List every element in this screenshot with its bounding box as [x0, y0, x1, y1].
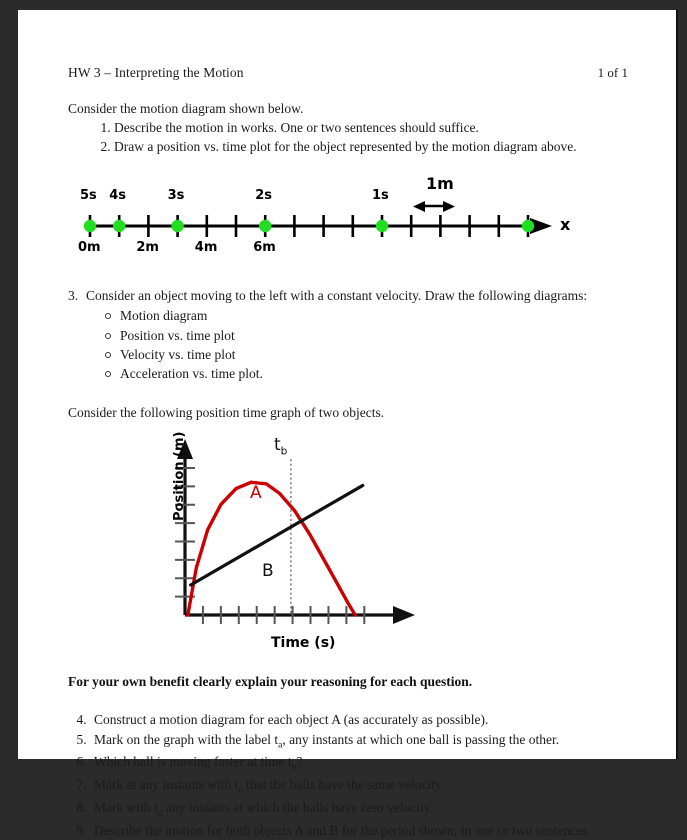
graph-y-axis-label: Position (m)	[172, 431, 187, 522]
list-item: Acceleration vs. time plot.	[120, 364, 628, 383]
subscript: a	[278, 739, 283, 751]
motion-diagram	[68, 170, 628, 262]
tb-annotation-base: t	[274, 435, 281, 456]
tb-annotation-label	[274, 435, 287, 457]
motion-time-label: 4s	[109, 188, 126, 204]
page-title: HW 3 – Interpreting the Motion	[68, 65, 244, 80]
question-3-bullets	[68, 306, 628, 383]
series-a-label: A	[250, 483, 262, 504]
subscript: b	[291, 762, 297, 774]
page-indicator: 1 of 1	[597, 65, 628, 80]
series-b-line	[191, 486, 363, 586]
list-item: 5. Mark on the graph with the label $t_a$, any instants at which one ball is passing the other.	[90, 730, 628, 753]
question-3-text: Consider an object moving to the left with a constant velocity. Draw the following diagrams:	[86, 288, 588, 304]
motion-time-label: 1s	[372, 188, 389, 204]
tail-question-list	[68, 710, 628, 840]
list-item: Velocity vs. time plot	[120, 345, 628, 364]
list-item: 9. Describe the motion for both objects A and B for the period shown, in one or two sentences.	[90, 821, 628, 840]
question-3	[68, 288, 628, 383]
motion-distance-label: 0m	[78, 240, 101, 256]
motion-distance-label: 4m	[194, 240, 218, 256]
motion-axis-label: x	[560, 215, 571, 235]
motion-dot	[84, 220, 96, 232]
position-time-graph	[68, 433, 628, 658]
graph-x-axis-label: Time (s)	[271, 635, 336, 652]
list-item: Position vs. time plot	[120, 326, 628, 345]
list-item: 4. Construct a motion diagram for each object A (as accurately as possible).	[90, 710, 628, 730]
motion-dot	[113, 220, 125, 232]
motion-dot	[376, 220, 388, 232]
series-a-curve	[188, 482, 355, 615]
series-b-label: B	[262, 561, 274, 582]
document-page	[18, 10, 678, 838]
intro-question-list	[68, 119, 628, 156]
list-item: 7. Mark at any instants with $t_c$ that the balls have the same velocity.	[90, 775, 628, 798]
benefit-note: For your own benefit clearly explain your reasoning for each question.	[68, 674, 473, 690]
list-item: 1. Describe the motion in works. One or two sentences should suffice.	[114, 119, 628, 137]
motion-dot	[171, 220, 183, 232]
graph-intro-text: Consider the following position time graph of two objects.	[68, 405, 385, 421]
list-item: Motion diagram	[120, 306, 628, 325]
scale-label: 1m	[426, 174, 454, 194]
document-content	[68, 65, 628, 840]
scale-arrow-icon	[413, 201, 455, 212]
motion-distance-label: 2m	[136, 240, 159, 256]
motion-time-label: 2s	[255, 188, 272, 204]
motion-distance-label: 6m	[253, 240, 276, 256]
subscript: d	[157, 807, 163, 819]
question-3-number: 3.	[68, 288, 79, 304]
graph-svg	[143, 435, 443, 635]
document-header	[68, 65, 628, 81]
motion-time-label: 3s	[167, 188, 185, 204]
motion-time-label: 5s	[80, 188, 97, 204]
subscript: c	[238, 784, 243, 796]
motion-dot	[522, 220, 534, 232]
list-item: 2. Draw a position vs. time plot for the object represented by the motion diagram above.	[114, 138, 628, 156]
list-item: 6. Which ball is moving faster at time $t_b$?	[90, 752, 628, 775]
tb-annotation-sub: b	[280, 445, 288, 458]
motion-dot	[259, 220, 271, 232]
graph-x-arrowhead	[393, 606, 415, 624]
intro-prompt: Consider the motion diagram shown below.	[68, 101, 304, 116]
list-item: 8. Mark with $t_d$ any instants at which the balls have zero velocity.	[90, 798, 628, 821]
